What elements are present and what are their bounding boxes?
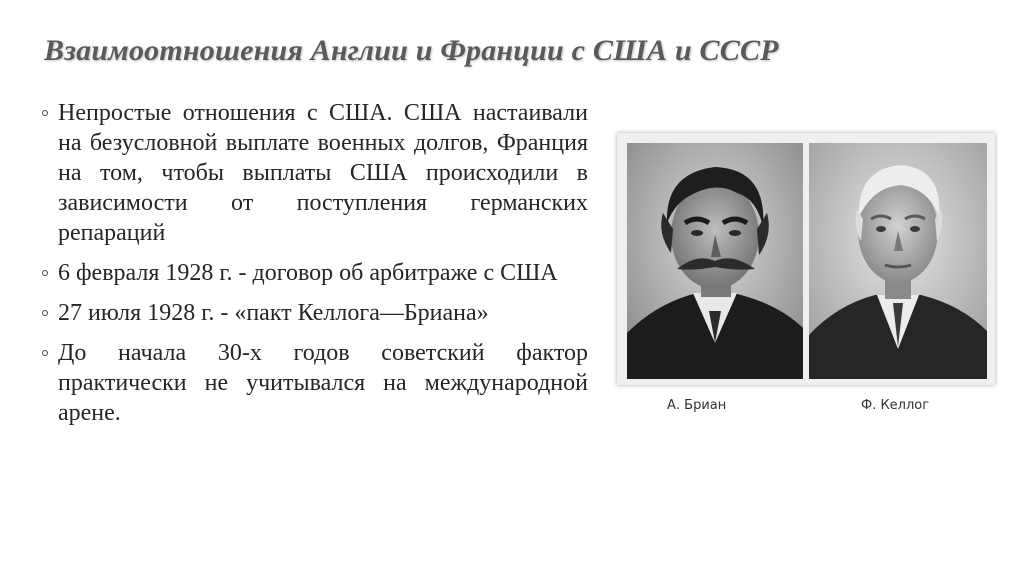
bullet-text: 27 июля 1928 г. - «пакт Келлога—Бриана» xyxy=(58,300,489,326)
bullet-item xyxy=(40,338,588,428)
bullet-list xyxy=(40,98,588,438)
portrait-frame xyxy=(617,133,995,385)
portrait-briand xyxy=(627,143,803,379)
slide-title: Взаимоотношения Англии и Франции с США и СССР xyxy=(44,34,779,67)
bullet-circle-icon xyxy=(42,350,48,356)
bullet-item xyxy=(40,258,588,288)
bullet-text: 6 февраля 1928 г. - договор об арбитраже с США xyxy=(58,260,558,286)
bullet-circle-icon xyxy=(42,110,48,116)
bullet-text: До начала 30-х годов советский фактор практически не учитывался на международной арене. xyxy=(58,340,588,426)
caption-briand: А. Бриан xyxy=(667,398,727,413)
bullet-circle-icon xyxy=(42,310,48,316)
bullet-item xyxy=(40,98,588,248)
bullet-circle-icon xyxy=(42,270,48,276)
caption-kellogg: Ф. Келлог xyxy=(861,398,930,413)
bullet-text: Непростые отношения с США. США настаивали на безусловной выплате военных долгов, Франция на том, чтобы выплаты США происходили в зависимости от поступления германских репараций xyxy=(58,100,588,246)
bullet-item xyxy=(40,298,588,328)
portrait-kellogg xyxy=(809,143,987,379)
